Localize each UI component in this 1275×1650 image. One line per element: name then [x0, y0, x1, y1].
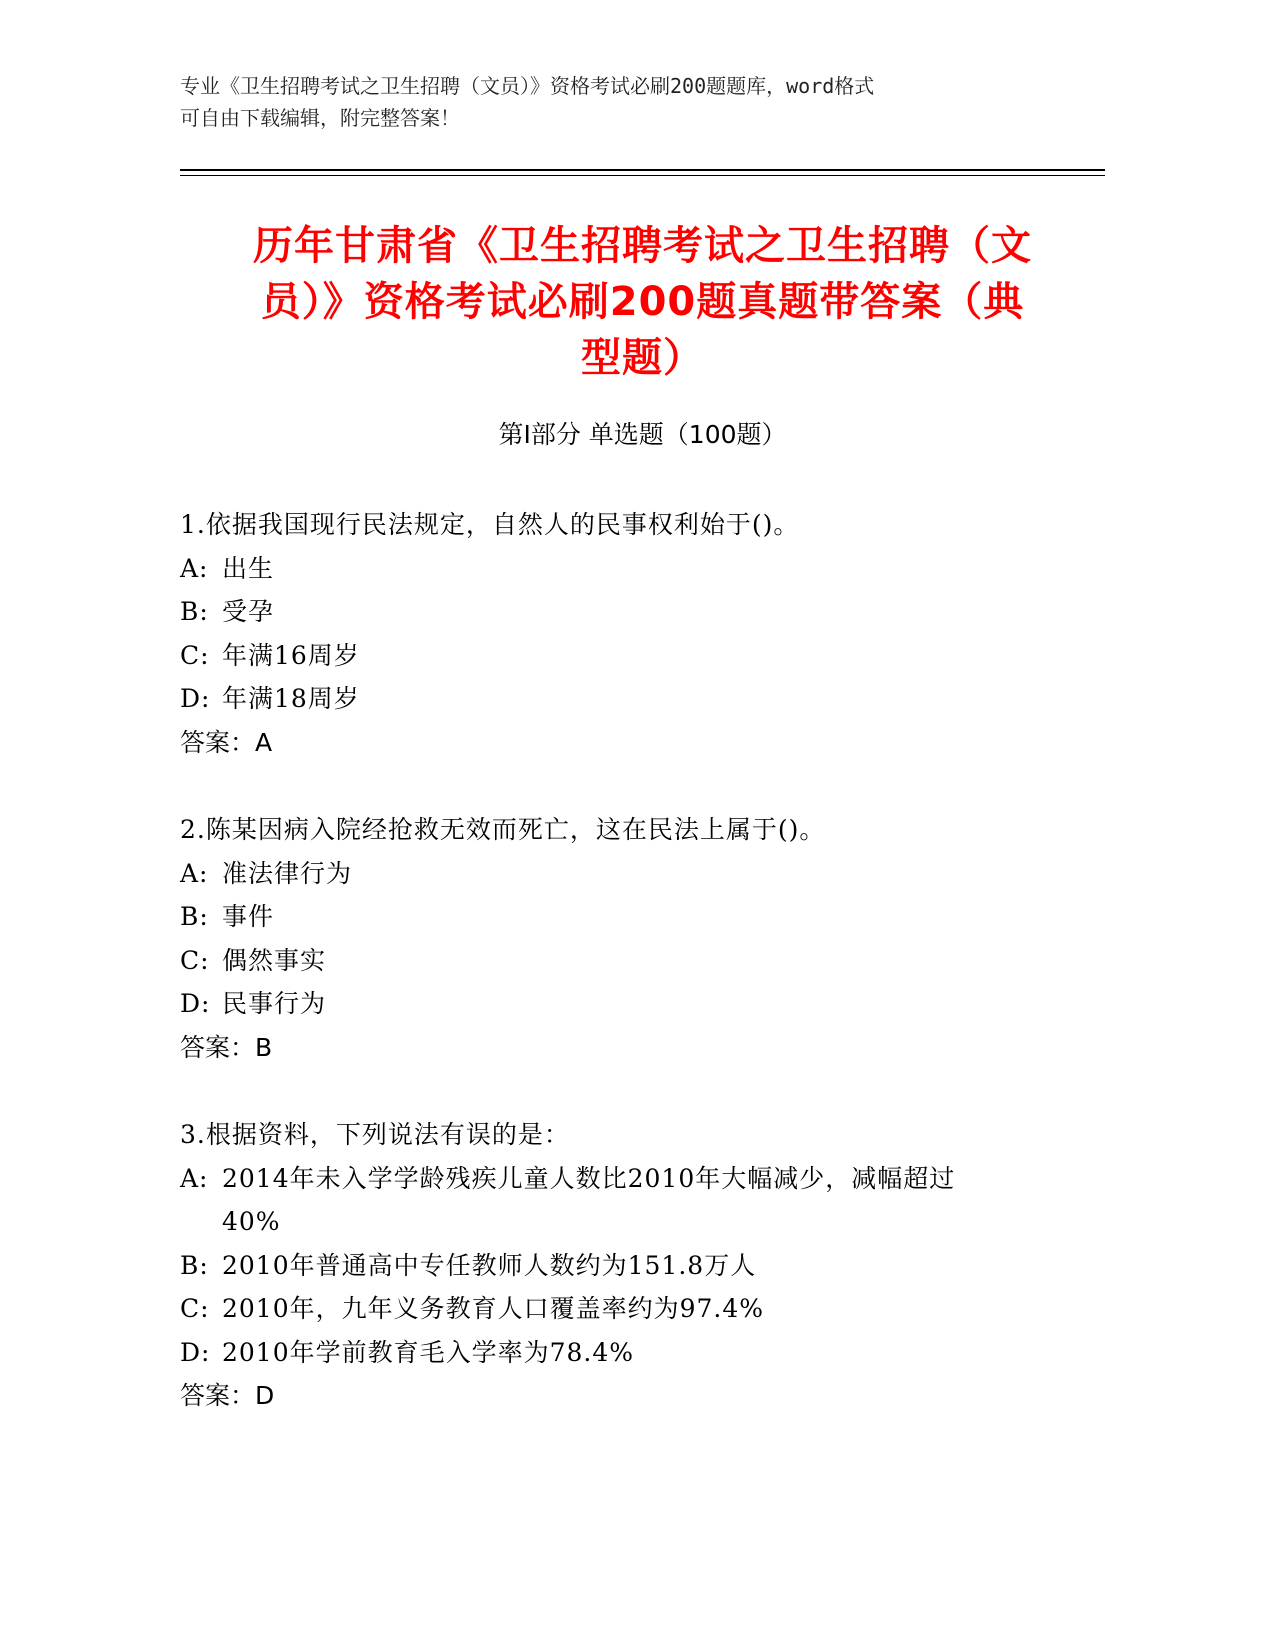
option-label: D: — [180, 989, 211, 1018]
question-text: 3.根据资料，下列说法有误的是： — [180, 1120, 570, 1149]
option-b — [180, 895, 1080, 939]
question-2 — [180, 808, 1080, 1069]
option-d — [180, 982, 1080, 1026]
option-a — [180, 1157, 1080, 1244]
option-label: B: — [180, 597, 209, 626]
option-a — [180, 852, 1080, 896]
option-d — [180, 677, 1080, 721]
option-text: 2010年普通高中专任教师人数约为151.8万人 — [222, 1250, 757, 1280]
answer: 答案：A — [180, 727, 273, 757]
question-text: 2.陈某因病入院经抢救无效而死亡，这在民法上属于()。 — [180, 815, 826, 844]
header-note — [180, 70, 1040, 134]
option-text: 民事行为 — [222, 989, 327, 1018]
option-label: A: — [180, 553, 209, 583]
option-c — [180, 634, 1080, 678]
option-c — [180, 1287, 1080, 1331]
question-text: 1.依据我国现行民法规定，自然人的民事权利始于()。 — [180, 510, 800, 539]
option-text: 2010年学前教育毛入学率为78.4% — [222, 1337, 635, 1367]
option-text: 准法律行为 — [222, 858, 353, 888]
option-label: D: — [180, 1337, 211, 1367]
option-b — [180, 590, 1080, 634]
option-label: C: — [180, 640, 210, 670]
title-line3: 型题） — [581, 335, 704, 381]
option-text: 年满18周岁 — [222, 684, 360, 713]
header-divider-thick — [180, 169, 1105, 171]
option-label: D: — [180, 684, 211, 713]
option-label: B: — [180, 902, 209, 931]
option-label: A: — [180, 858, 209, 888]
option-text: 受孕 — [222, 597, 275, 626]
option-text: 2010年，九年义务教育人口覆盖率约为97.4% — [222, 1294, 765, 1323]
option-label: A: — [180, 1163, 209, 1193]
answer: 答案：D — [180, 1381, 275, 1410]
option-text: 年满16周岁 — [222, 640, 360, 670]
option-text: 事件 — [222, 902, 275, 931]
document-title — [180, 218, 1105, 386]
option-text: 偶然事实 — [222, 945, 327, 975]
title-line1: 历年甘肃省《卫生招聘考试之卫生招聘（文 — [253, 223, 1032, 269]
question-3 — [180, 1113, 1080, 1418]
option-b — [180, 1244, 1080, 1288]
title-line2: 员）》资格考试必刷200题真题带答案（典 — [260, 279, 1025, 325]
option-text: 出生 — [222, 553, 275, 583]
header-note-line1: 专业《卫生招聘考试之卫生招聘（文员）》资格考试必刷200题题库，word格式 — [180, 74, 875, 98]
question-1 — [180, 503, 1080, 764]
header-divider-thin — [180, 175, 1105, 176]
option-a — [180, 547, 1080, 591]
option-text: 2014年未入学学龄残疾儿童人数比2010年大幅减少，减幅超过40% — [222, 1163, 956, 1236]
option-c — [180, 939, 1080, 983]
option-label: B: — [180, 1250, 209, 1280]
section-heading: 第Ⅰ部分 单选题（100题） — [498, 420, 787, 449]
answer: 答案：B — [180, 1032, 273, 1062]
header-note-line2: 可自由下载编辑，附完整答案！ — [180, 106, 460, 130]
option-label: C: — [180, 945, 210, 975]
option-d — [180, 1331, 1080, 1375]
option-label: C: — [180, 1294, 210, 1323]
